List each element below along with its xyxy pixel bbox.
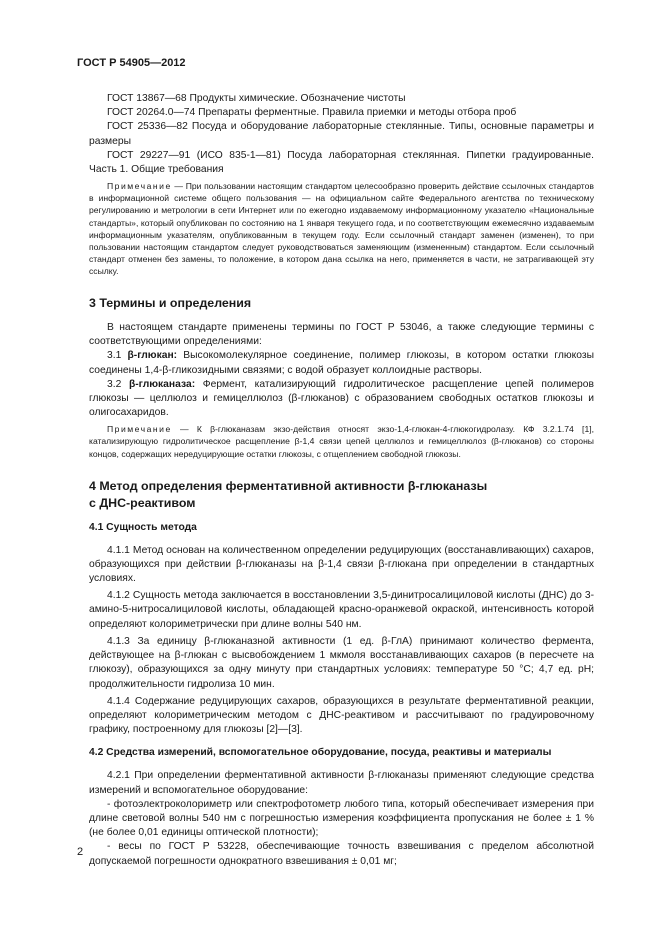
list-item: - весы по ГОСТ Р 53228, обеспечивающие точность взвешивания с пределом абсолютной допускаемой погрешности однократного взвешивания ± 0,01 мг; bbox=[89, 841, 594, 867]
reference-item: ГОСТ 29227—91 (ИСО 835-1—81) Посуда лабораторная стеклянная. Пипетки градуированные. Часть 1. Общие требования bbox=[89, 149, 594, 176]
term-number: 3.2 bbox=[107, 378, 129, 390]
note-text: — К β-глюканазам экзо-действия относят экзо-1,4-глюкан-4-глюкогидролазу. КФ 3.2.1.74 [1], катализирующую гидролитическое расщепление β-1,4 связи цепей целлюлоз и гемицеллюлоз (β-глюканов) со стороны концов, содержащих нередуцирующие остатки глюкозы, с отщеплением свободной глюкозы. bbox=[89, 424, 594, 459]
term-number: 3.1 bbox=[107, 350, 128, 362]
subsection-4-2-title: 4.2 Средства измерений, вспомогательное оборудование, посуда, реактивы и материалы bbox=[89, 747, 552, 759]
term-name: β-глюкан: bbox=[127, 350, 178, 362]
term-name: β-глюканаза: bbox=[128, 378, 196, 390]
section-4-title-line2: с ДНС-реактивом bbox=[89, 495, 196, 510]
paragraph-4-1-3: 4.1.3 За единицу β-глюканазной активности (1 ед. β-ГлА) принимают количество фермента, действующее на β-глюкан с высвобождением 1 мкмоля восстанавливающих сахаров (в пересчете на глюкозу), образующихся за одну минуту при стандартных условиях: температуре 50 °С; 4,7 ед. рН; продолжительности гидролиза 10 мин. bbox=[89, 635, 594, 690]
section-4-title-line1: 4 Метод определения ферментативной активности β-глюканазы bbox=[89, 478, 488, 493]
page-number: 2 bbox=[77, 846, 84, 858]
standard-header: ГОСТ Р 54905—2012 bbox=[77, 57, 186, 69]
reference-item: ГОСТ 20264.0—74 Препараты ферментные. Правила приемки и методы отбора проб bbox=[107, 107, 517, 119]
section-4-title bbox=[89, 478, 594, 512]
subsection-4-1-title: 4.1 Сущность метода bbox=[89, 521, 197, 533]
reference-item: ГОСТ 25336—82 Посуда и оборудование лабораторные стеклянные. Типы, основные параметры и размеры bbox=[89, 121, 594, 147]
term-text: Высокомолекулярное соединение, полимер глюкозы, в котором остатки глюкозы соединены 1,4-β-гликозидными связями; с водой образует коллоидные растворы. bbox=[89, 350, 594, 376]
list-item: - фотоэлектроколориметр или спектрофотометр любого типа, который обеспечивает измерения при длине световой волны 540 нм с погрешностью измерения коэффициента пропускания не более ± 1 % (не более 0,01 единицы оптической плотности); bbox=[89, 798, 594, 839]
note-text: — При пользовании настоящим стандартом целесообразно проверить действие ссылочных стандартов в информационной системе общего пользования — на официальном сайте Федерального агентства по техническому регулированию и метрологии в сети Интернет или по ежегодно издаваемому информационному указателю «Национальные стандарты», который опубликован по состоянию на 1 января текущего года, и по соответствующим ежемесячно издаваемым информационным указателям, опубликованным в текущем году. Если ссылочный стандарт заменен (изменен), то при пользовании настоящим стандартом следует руководствоваться заменяющим (измененным) стандартом. Если ссылочный стандарт отменен без замены, то положение, в котором дана ссылка на него, применяется в части, не затрагивающей эту ссылку. bbox=[89, 181, 594, 276]
note-label: Примечание bbox=[107, 181, 172, 192]
paragraph-4-2-1: 4.2.1 При определении ферментативной активности β-глюканазы применяют следующие средства измерений и вспомогательное оборудование: bbox=[89, 770, 594, 796]
references-note bbox=[89, 180, 594, 277]
term-text: Фермент, катализирующий гидролитическое расщепление цепей полимеров глюкозы — целлюлоз и гемицеллюлоз (β-глюканов) с образованием свободных остатков глюкозы и олигосахаридов. bbox=[89, 378, 594, 419]
paragraph-4-1-4: 4.1.4 Содержание редуцирующих сахаров, образующихся в результате ферментативной реакции, определяют колориметрическим методом с ДНС-реактивом и рассчитывают по градуировочному графику, построенному для глюкозы [2]—[3]. bbox=[89, 695, 594, 736]
term-definition bbox=[89, 378, 594, 421]
section-3-intro: В настоящем стандарте применены термины по ГОСТ Р 53046, а также следующие термины с соответствующими определениями: bbox=[89, 321, 594, 348]
reference-item: ГОСТ 13867—68 Продукты химические. Обозначение чистоты bbox=[107, 93, 406, 104]
paragraph-4-1-1: 4.1.1 Метод основан на количественном определении редуцирующих (восстанавливающих) сахаров, образующихся при действии β-глюканазы на β-1,4 связи β-глюкана при определении в стандартных условиях. bbox=[89, 544, 594, 585]
paragraph-4-1-2: 4.1.2 Сущность метода заключается в восстановлении 3,5-динитросалициловой кислоты (ДНС) до 3-амино-5-нитросалициловой кислоты, обладающей красно-оранжевой окраской, интенсивность которой определяют колориметрически при длине волны 540 нм. bbox=[89, 590, 594, 630]
term-definition bbox=[89, 349, 594, 377]
note-label: Примечание bbox=[107, 424, 172, 435]
section-3-note bbox=[89, 423, 594, 459]
section-3-title: 3 Термины и определения bbox=[89, 295, 252, 310]
page-content bbox=[89, 92, 594, 869]
